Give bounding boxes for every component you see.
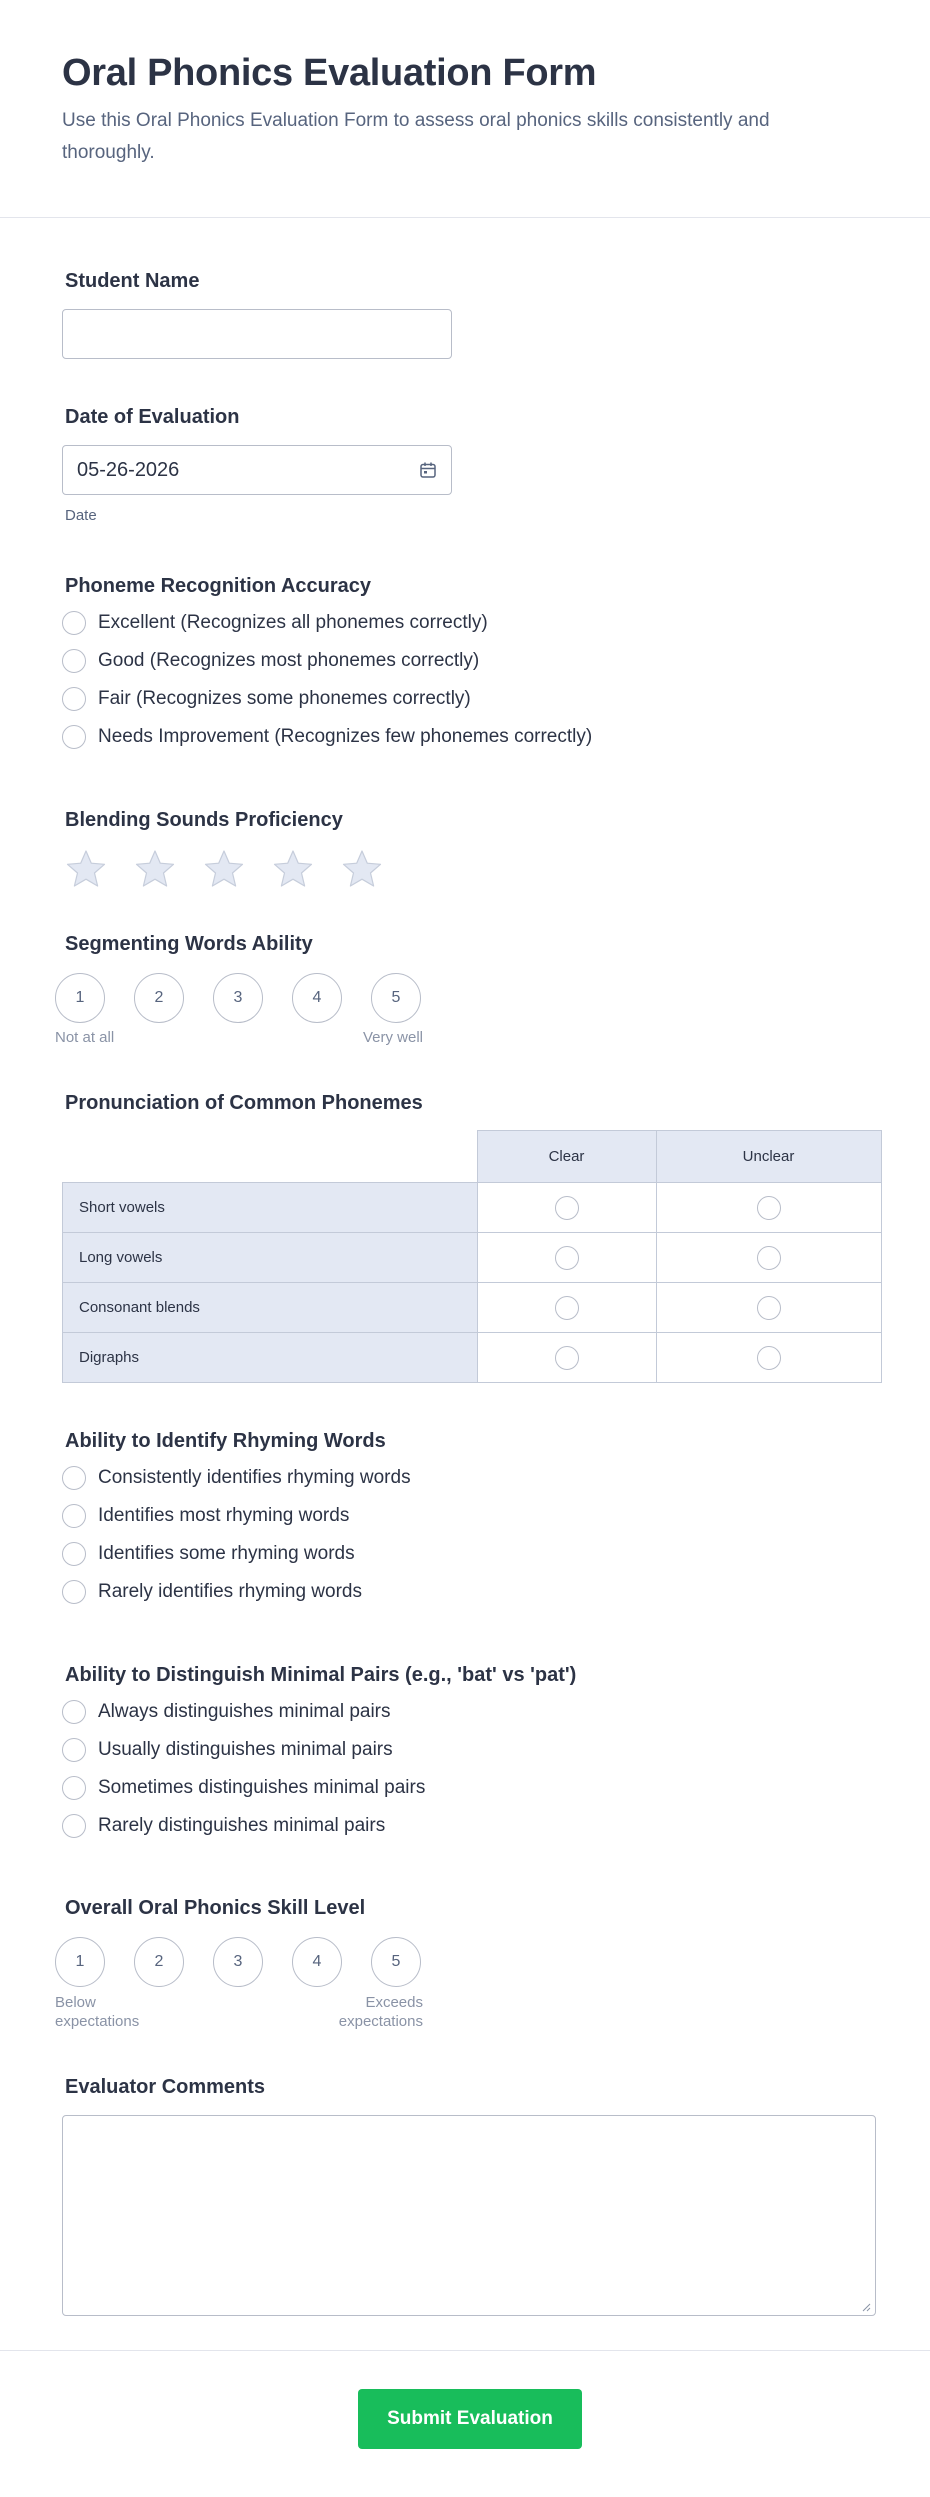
phoneme-recognition-label: Phoneme Recognition Accuracy [65, 575, 371, 597]
scale-high-label [339, 1993, 423, 2031]
form-footer [0, 2350, 930, 2497]
option-label: Good (Recognizes most phonemes correctly) [98, 650, 480, 671]
minimal-pairs-option[interactable] [62, 1693, 576, 1731]
scale-option[interactable]: 1 [55, 973, 105, 1023]
option-label: Rarely distinguishes minimal pairs [98, 1815, 386, 1836]
matrix-column-header: Clear [477, 1131, 656, 1183]
rhyming-option[interactable] [62, 1459, 411, 1497]
star-icon[interactable] [202, 848, 246, 890]
matrix-row-label: Consonant blends [63, 1283, 478, 1333]
star-icon[interactable] [133, 848, 177, 890]
radio-button[interactable] [62, 1700, 86, 1724]
radio-button[interactable] [757, 1246, 781, 1270]
radio-button[interactable] [62, 687, 86, 711]
radio-button[interactable] [62, 1738, 86, 1762]
rhyming-option[interactable] [62, 1535, 411, 1573]
form-header [0, 0, 930, 218]
scale-option[interactable]: 5 [371, 973, 421, 1023]
matrix-cell[interactable] [656, 1233, 881, 1283]
scale-option[interactable]: 2 [134, 973, 184, 1023]
rhyming-option[interactable] [62, 1573, 411, 1611]
minimal-pairs-option[interactable] [62, 1731, 576, 1769]
scale-low-label-line1: Below [55, 1994, 96, 2011]
student-name-section [62, 270, 452, 359]
radio-button[interactable] [62, 1580, 86, 1604]
minimal-pairs-option[interactable] [62, 1807, 576, 1845]
radio-button[interactable] [62, 1776, 86, 1800]
overall-scale [55, 1937, 423, 1987]
date-section [62, 406, 452, 524]
phoneme-option[interactable] [62, 718, 592, 756]
scale-low-label: Not at all [55, 1029, 115, 1046]
matrix-corner [63, 1131, 478, 1183]
option-label: Consistently identifies rhyming words [98, 1467, 411, 1488]
option-label: Usually distinguishes minimal pairs [98, 1739, 393, 1760]
form-title: Oral Phonics Evaluation Form [62, 52, 597, 94]
phoneme-option[interactable] [62, 642, 592, 680]
matrix-row-label: Long vowels [63, 1233, 478, 1283]
matrix-row-label: Digraphs [63, 1333, 478, 1383]
scale-high-label-line2: expectations [338, 2013, 423, 2030]
matrix-row [63, 1283, 882, 1333]
phoneme-option[interactable] [62, 680, 592, 718]
option-label: Always distinguishes minimal pairs [98, 1701, 391, 1722]
scale-option[interactable]: 4 [292, 1937, 342, 1987]
scale-option[interactable]: 1 [55, 1937, 105, 1987]
segmenting-label: Segmenting Words Ability [65, 933, 313, 955]
student-name-input[interactable] [62, 309, 452, 359]
minimal-pairs-label: Ability to Distinguish Minimal Pairs (e.g., 'bat' vs 'pat') [65, 1664, 577, 1686]
radio-button[interactable] [62, 1814, 86, 1838]
radio-button[interactable] [555, 1346, 579, 1370]
radio-button[interactable] [757, 1296, 781, 1320]
date-label: Date of Evaluation [65, 406, 240, 428]
radio-button[interactable] [757, 1346, 781, 1370]
scale-high-label-line1: Exceeds [365, 1994, 423, 2011]
scale-option[interactable]: 3 [213, 1937, 263, 1987]
radio-button[interactable] [757, 1196, 781, 1220]
segmenting-scale [55, 973, 423, 1023]
option-label: Identifies some rhyming words [98, 1543, 355, 1564]
radio-button[interactable] [62, 1504, 86, 1528]
rhyming-section [62, 1430, 411, 1611]
minimal-pairs-section [62, 1664, 576, 1845]
blending-label: Blending Sounds Proficiency [65, 809, 343, 831]
matrix-cell[interactable] [477, 1283, 656, 1333]
radio-button[interactable] [62, 1466, 86, 1490]
scale-low-label-line2: expectations [55, 2013, 140, 2030]
radio-button[interactable] [62, 649, 86, 673]
date-input[interactable] [62, 445, 452, 495]
star-rating [64, 848, 384, 890]
scale-option[interactable]: 4 [292, 973, 342, 1023]
radio-button[interactable] [555, 1296, 579, 1320]
star-icon[interactable] [271, 848, 315, 890]
matrix-cell[interactable] [477, 1183, 656, 1233]
rhyming-label: Ability to Identify Rhyming Words [65, 1430, 386, 1452]
option-label: Identifies most rhyming words [98, 1505, 350, 1526]
option-label: Fair (Recognizes some phonemes correctly) [98, 688, 471, 709]
student-name-label: Student Name [65, 270, 200, 292]
matrix-row-label: Short vowels [63, 1183, 478, 1233]
radio-button[interactable] [62, 725, 86, 749]
pronunciation-matrix [62, 1130, 882, 1383]
radio-button[interactable] [62, 1542, 86, 1566]
overall-label: Overall Oral Phonics Skill Level [65, 1897, 366, 1919]
comments-label: Evaluator Comments [65, 2076, 266, 2098]
comments-textarea[interactable] [62, 2115, 876, 2316]
form-subtitle: Use this Oral Phonics Evaluation Form to assess oral phonics skills consistently and thoroughly. [62, 110, 770, 163]
radio-button[interactable] [62, 611, 86, 635]
matrix-cell[interactable] [656, 1283, 881, 1333]
radio-button[interactable] [555, 1246, 579, 1270]
matrix-cell[interactable] [656, 1333, 881, 1383]
matrix-row [63, 1333, 882, 1383]
pronunciation-label: Pronunciation of Common Phonemes [65, 1092, 423, 1114]
scale-option[interactable]: 5 [371, 1937, 421, 1987]
matrix-cell[interactable] [477, 1333, 656, 1383]
comments-section [62, 2076, 876, 2316]
resize-handle-icon[interactable] [861, 2302, 871, 2312]
option-label: Rarely identifies rhyming words [98, 1581, 362, 1602]
segmenting-scale-ends [55, 1029, 423, 1046]
scale-high-label: Very well [362, 1029, 423, 1046]
calendar-icon[interactable] [419, 461, 437, 479]
option-label: Excellent (Recognizes all phonemes correctly) [98, 612, 488, 633]
matrix-cell[interactable] [477, 1233, 656, 1283]
matrix-cell[interactable] [656, 1183, 881, 1233]
date-value: 05-26-2026 [77, 458, 180, 481]
blending-section [62, 809, 384, 890]
scale-option[interactable]: 2 [134, 1937, 184, 1987]
minimal-pairs-option[interactable] [62, 1769, 576, 1807]
star-icon[interactable] [64, 848, 108, 890]
option-label: Needs Improvement (Recognizes few phonemes correctly) [98, 726, 593, 747]
date-sublabel: Date [65, 507, 97, 524]
rhyming-option[interactable] [62, 1497, 411, 1535]
radio-button[interactable] [555, 1196, 579, 1220]
matrix-row [63, 1183, 882, 1233]
phoneme-option[interactable] [62, 604, 592, 642]
matrix-row [63, 1233, 882, 1283]
scale-low-label [55, 1993, 139, 2031]
phoneme-recognition-section [62, 575, 592, 756]
overall-section [55, 1897, 423, 2031]
overall-scale-ends [55, 1993, 423, 2031]
scale-option[interactable]: 3 [213, 973, 263, 1023]
matrix-column-header: Unclear [656, 1131, 881, 1183]
segmenting-section [55, 933, 423, 1046]
submit-button[interactable]: Submit Evaluation [358, 2389, 582, 2449]
pronunciation-section [62, 1092, 882, 1383]
option-label: Sometimes distinguishes minimal pairs [98, 1777, 426, 1798]
star-icon[interactable] [340, 848, 384, 890]
